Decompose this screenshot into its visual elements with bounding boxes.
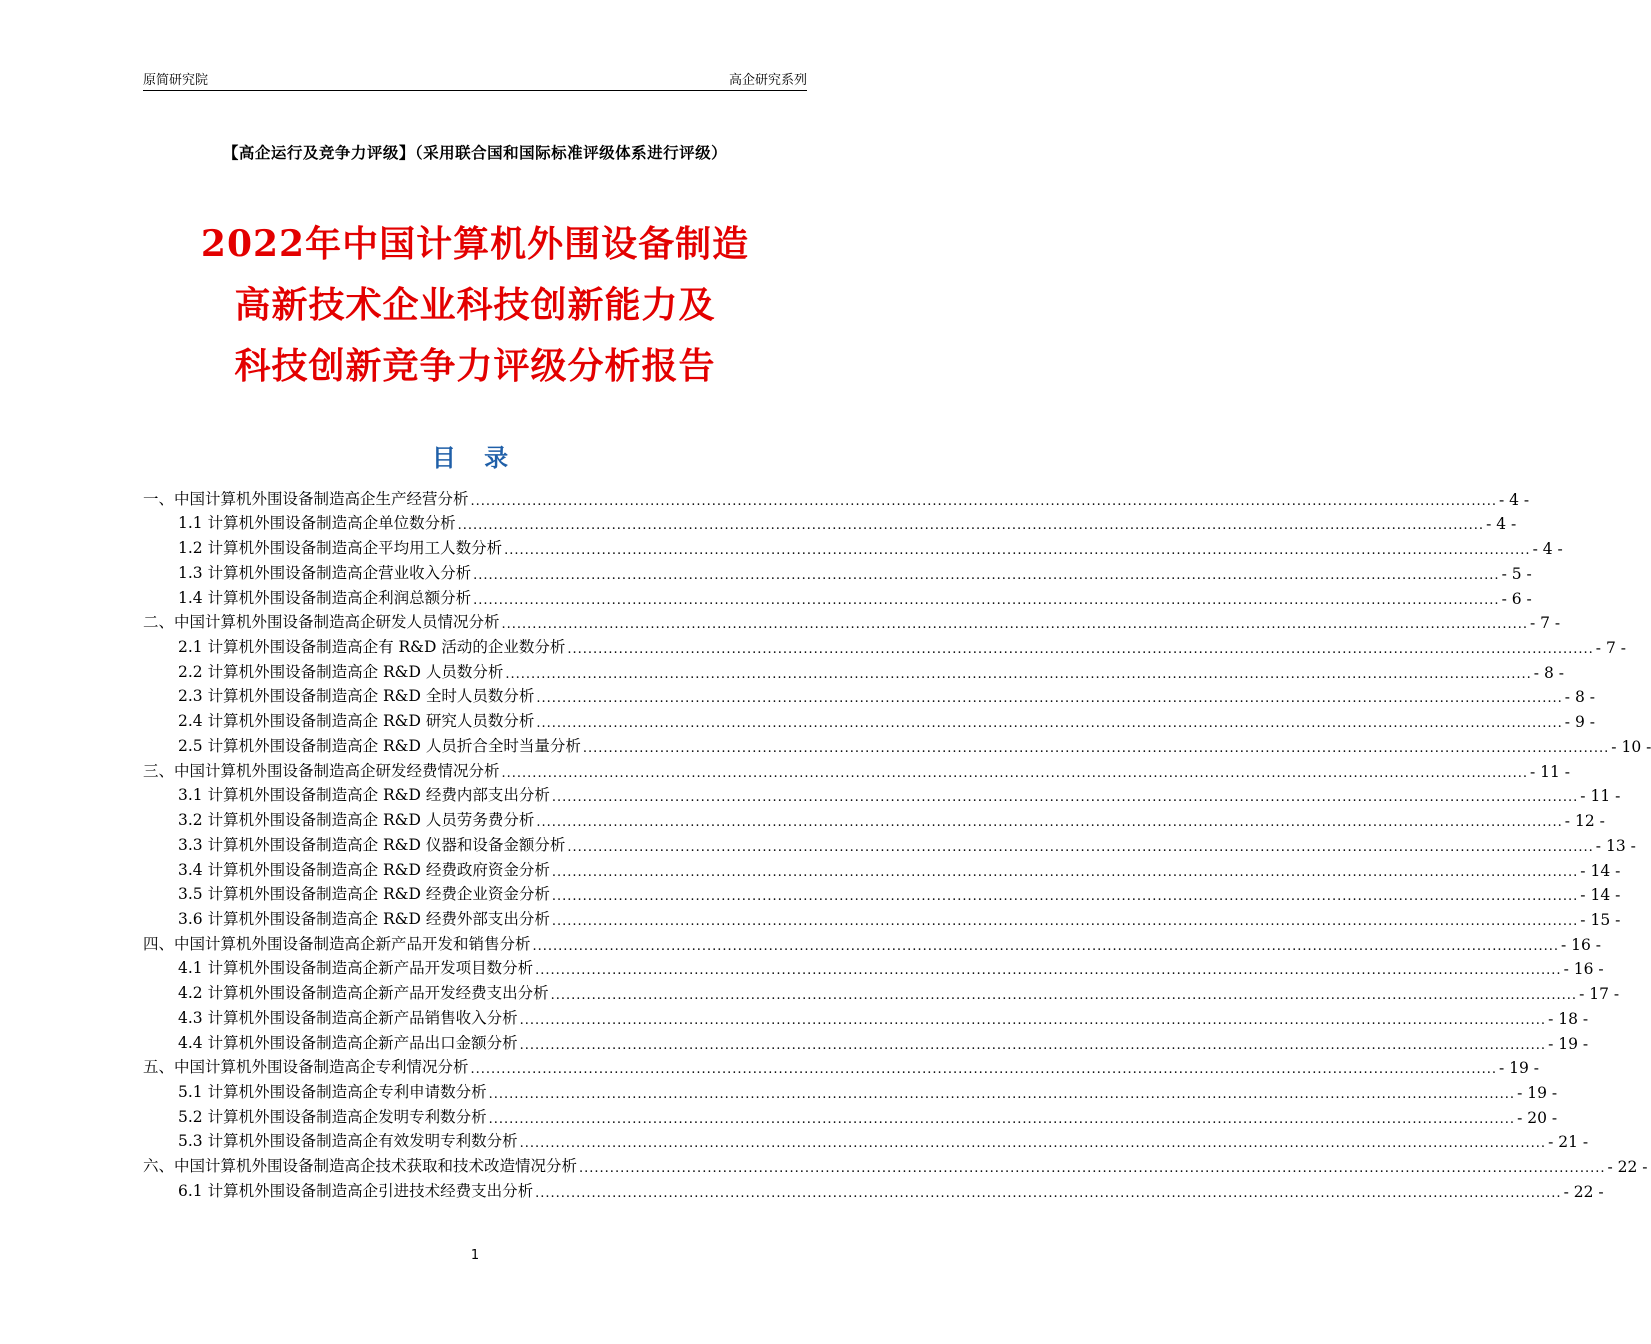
toc-entry-page[interactable]: - 14 - — [1580, 861, 1621, 880]
toc-entry[interactable] — [143, 830, 1636, 855]
toc-leader-dots: ........................................................................................................................................................................................................ — [536, 691, 1563, 707]
toc-entry-label[interactable]: 4.1 计算机外围设备制造高企新产品开发项目数分析 — [178, 959, 534, 978]
toc-entry-label[interactable]: 三、中国计算机外围设备制造高企研发经费情况分析 — [143, 761, 500, 780]
toc-entry-label[interactable]: 五、中国计算机外围设备制造高企专利情况分析 — [143, 1058, 469, 1077]
rating-line: 【高企运行及竞争力评级】（采用联合国和国际标准评级体系进行评级） — [222, 143, 728, 162]
toc-leader-dots: ........................................................................................................................................................................................................ — [551, 864, 1579, 880]
toc-entry[interactable] — [143, 632, 1626, 658]
toc-entry[interactable] — [143, 1003, 1589, 1028]
toc-entry-page[interactable]: - 19 - — [1517, 1083, 1558, 1102]
toc-entry-label[interactable]: 3.5 计算机外围设备制造高企 R&D 经费企业资金分析 — [178, 885, 550, 904]
toc-leader-dots: ........................................................................................................................................................................................................ — [473, 567, 1500, 583]
toc-entry-label[interactable]: 3.1 计算机外围设备制造高企 R&D 经费内部支出分析 — [178, 786, 550, 805]
toc-leader-dots: ........................................................................................................................................................................................................ — [470, 1062, 1497, 1078]
toc-leader-dots: ........................................................................................................................................................................................................ — [536, 716, 1563, 732]
toc-entry-label[interactable]: 6.1 计算机外围设备制造高企引进技术经费支出分析 — [178, 1181, 534, 1200]
toc-entry-page[interactable]: - 20 - — [1517, 1108, 1558, 1127]
toc-entry[interactable] — [143, 904, 1621, 929]
toc-heading: 目 录 — [431, 444, 519, 472]
toc-entry[interactable] — [143, 880, 1621, 905]
toc-entry[interactable] — [143, 1102, 1558, 1127]
toc-entry[interactable] — [143, 533, 1563, 559]
toc-entry-page[interactable]: - 12 - — [1564, 812, 1605, 831]
toc-entry-page[interactable]: - 8 - — [1533, 663, 1564, 682]
toc-leader-dots: ........................................................................................................................................................................................................ — [567, 642, 1594, 658]
table-of-contents — [143, 484, 1651, 1201]
toc-entry[interactable] — [143, 509, 1517, 534]
toc-entry[interactable] — [143, 558, 1532, 583]
toc-entry-page[interactable]: - 4 - — [1498, 490, 1530, 509]
toc-leader-dots: ........................................................................................................................................................................................................ — [567, 839, 1594, 855]
toc-entry-label[interactable]: 4.4 计算机外围设备制造高企新产品出口金额分析 — [178, 1033, 518, 1052]
toc-entry-label[interactable]: 六、中国计算机外围设备制造高企技术获取和技术改造情况分析 — [143, 1157, 578, 1176]
toc-entry[interactable] — [143, 1028, 1589, 1053]
toc-entry[interactable] — [143, 1077, 1558, 1102]
toc-leader-dots: ........................................................................................................................................................................................................ — [519, 1136, 1547, 1152]
toc-entry[interactable] — [143, 682, 1595, 707]
title-line-1: 2022年中国计算机外围设备制造 — [200, 223, 750, 265]
toc-entry-label[interactable]: 5.1 计算机外围设备制造高企专利申请数分析 — [178, 1082, 487, 1101]
toc-entry-page[interactable]: - 4 - — [1486, 515, 1517, 534]
toc-entry-label[interactable]: 4.3 计算机外围设备制造高企新产品销售收入分析 — [178, 1008, 518, 1027]
toc-entry-page[interactable]: - 16 - — [1563, 960, 1604, 979]
header-right: 高企研究系列 — [728, 73, 807, 88]
toc-entry-label[interactable]: 1.2 计算机外围设备制造高企平均用工人数分析 — [178, 539, 503, 558]
toc-entry[interactable] — [143, 706, 1595, 732]
page-header — [143, 66, 807, 91]
toc-entry-page[interactable]: - 8 - — [1564, 688, 1595, 707]
toc-entry[interactable] — [143, 805, 1605, 831]
toc-leader-dots: ........................................................................................................................................................................................................ — [505, 666, 1532, 682]
toc-entry[interactable] — [143, 929, 1602, 954]
toc-entry-page[interactable]: - 21 - — [1548, 1133, 1589, 1152]
toc-entry[interactable] — [143, 1151, 1648, 1177]
toc-entry-label[interactable]: 3.3 计算机外围设备制造高企 R&D 仪器和设备金额分析 — [178, 835, 566, 854]
toc-entry-page[interactable]: - 4 - — [1532, 540, 1563, 559]
toc-entry-label[interactable]: 5.3 计算机外围设备制造高企有效发明专利数分析 — [178, 1132, 518, 1151]
toc-leader-dots: ........................................................................................................................................................................................................ — [550, 988, 1578, 1004]
toc-entry[interactable] — [143, 731, 1651, 756]
toc-leader-dots: ........................................................................................................................................................................................................ — [551, 790, 1579, 806]
toc-leader-dots: ........................................................................................................................................................................................................ — [488, 1086, 1516, 1102]
toc-entry-page[interactable]: - 14 - — [1580, 886, 1621, 905]
toc-entry-label[interactable]: 2.5 计算机外围设备制造高企 R&D 人员折合全时当量分析 — [178, 736, 581, 755]
toc-entry-label[interactable]: 1.3 计算机外围设备制造高企营业收入分析 — [178, 563, 472, 582]
toc-entry[interactable] — [143, 756, 1571, 781]
toc-leader-dots: ........................................................................................................................................................................................................ — [504, 543, 1531, 559]
toc-entry-label[interactable]: 1.1 计算机外围设备制造高企单位数分析 — [178, 514, 456, 533]
toc-leader-dots: ........................................................................................................................................................................................................ — [551, 889, 1579, 905]
toc-entry-label[interactable]: 4.2 计算机外围设备制造高企新产品开发经费支出分析 — [178, 984, 549, 1003]
toc-entry[interactable] — [143, 1053, 1540, 1078]
report-title — [0, 214, 950, 397]
toc-entry-page[interactable]: - 7 - — [1529, 614, 1561, 633]
toc-leader-dots: ........................................................................................................................................................................................................ — [519, 1012, 1547, 1028]
toc-leader-dots: ........................................................................................................................................................................................................ — [457, 518, 1485, 534]
toc-entry-page[interactable]: - 5 - — [1501, 564, 1532, 583]
toc-entry-page[interactable]: - 9 - — [1564, 713, 1595, 732]
toc-entry[interactable] — [143, 781, 1621, 806]
toc-leader-dots: ........................................................................................................................................................................................................ — [532, 938, 1559, 954]
toc-entry-label[interactable]: 1.4 计算机外围设备制造高企利润总额分析 — [178, 588, 472, 607]
toc-leader-dots: ........................................................................................................................................................................................................ — [582, 740, 1610, 756]
toc-entry-page[interactable]: - 16 - — [1560, 935, 1602, 954]
title-line-3: 科技创新竞争力评级分析报告 — [234, 345, 716, 387]
toc-entry-page[interactable]: - 22 - — [1563, 1182, 1604, 1201]
toc-entry-page[interactable]: - 19 - — [1548, 1034, 1589, 1053]
toc-entry[interactable] — [143, 583, 1532, 608]
toc-leader-dots: ........................................................................................................................................................................................................ — [501, 617, 1528, 633]
toc-leader-dots: ........................................................................................................................................................................................................ — [535, 1185, 1562, 1201]
toc-entry-label[interactable]: 一、中国计算机外围设备制造高企生产经营分析 — [143, 489, 469, 508]
toc-entry-label[interactable]: 3.6 计算机外围设备制造高企 R&D 经费外部支出分析 — [178, 909, 550, 928]
toc-entry-label[interactable]: 2.1 计算机外围设备制造高企有 R&D 活动的企业数分析 — [178, 638, 566, 657]
toc-entry[interactable] — [143, 608, 1561, 633]
toc-entry-page[interactable]: - 7 - — [1595, 639, 1626, 658]
toc-leader-dots: ........................................................................................................................................................................................................ — [519, 1037, 1547, 1053]
toc-entry-label[interactable]: 四、中国计算机外围设备制造高企新产品开发和销售分析 — [143, 934, 531, 953]
toc-entry-label[interactable]: 2.2 计算机外围设备制造高企 R&D 人员数分析 — [178, 662, 504, 681]
toc-entry-page[interactable]: - 15 - — [1580, 910, 1621, 929]
toc-entry[interactable] — [143, 1176, 1604, 1201]
toc-leader-dots: ........................................................................................................................................................................................................ — [579, 1161, 1606, 1177]
toc-entry-page[interactable]: - 11 - — [1580, 787, 1621, 806]
toc-entry[interactable] — [143, 855, 1621, 880]
toc-entry-page[interactable]: - 10 - — [1611, 737, 1651, 756]
toc-entry-page[interactable]: - 11 - — [1529, 762, 1571, 781]
toc-entry-page[interactable]: - 6 - — [1501, 589, 1532, 608]
toc-leader-dots: ........................................................................................................................................................................................................ — [535, 963, 1562, 979]
toc-leader-dots: ........................................................................................................................................................................................................ — [551, 913, 1579, 929]
toc-entry-label[interactable]: 二、中国计算机外围设备制造高企研发人员情况分析 — [143, 613, 500, 632]
toc-entry-page[interactable]: - 19 - — [1498, 1059, 1540, 1078]
toc-entry[interactable] — [143, 978, 1620, 1004]
toc-entry[interactable] — [143, 1127, 1589, 1152]
toc-leader-dots: ........................................................................................................................................................................................................ — [501, 765, 1528, 781]
toc-entry-page[interactable]: - 17 - — [1579, 985, 1620, 1004]
toc-leader-dots: ........................................................................................................................................................................................................ — [470, 493, 1497, 509]
toc-entry-page[interactable]: - 13 - — [1595, 836, 1636, 855]
toc-leader-dots: ........................................................................................................................................................................................................ — [536, 815, 1563, 831]
toc-entry-label[interactable]: 2.4 计算机外围设备制造高企 R&D 研究人员数分析 — [178, 712, 535, 731]
toc-entry-page[interactable]: - 22 - — [1607, 1158, 1648, 1177]
toc-entry-label[interactable]: 5.2 计算机外围设备制造高企发明专利数分析 — [178, 1107, 487, 1126]
toc-entry-label[interactable]: 3.4 计算机外围设备制造高企 R&D 经费政府资金分析 — [178, 860, 550, 879]
toc-entry-label[interactable]: 3.2 计算机外围设备制造高企 R&D 人员劳务费分析 — [178, 811, 535, 830]
toc-entry[interactable] — [143, 954, 1604, 979]
toc-entry[interactable] — [143, 657, 1564, 682]
toc-entry-page[interactable]: - 18 - — [1548, 1009, 1589, 1028]
toc-leader-dots: ........................................................................................................................................................................................................ — [473, 592, 1500, 608]
toc-entry-label[interactable]: 2.3 计算机外围设备制造高企 R&D 全时人员数分析 — [178, 687, 535, 706]
title-line-2: 高新技术企业科技创新能力及 — [234, 284, 716, 326]
toc-entry[interactable] — [143, 484, 1530, 509]
page-number: 1 — [470, 1248, 480, 1263]
toc-leader-dots: ........................................................................................................................................................................................................ — [488, 1111, 1516, 1127]
header-left: 原简研究院 — [143, 73, 209, 88]
